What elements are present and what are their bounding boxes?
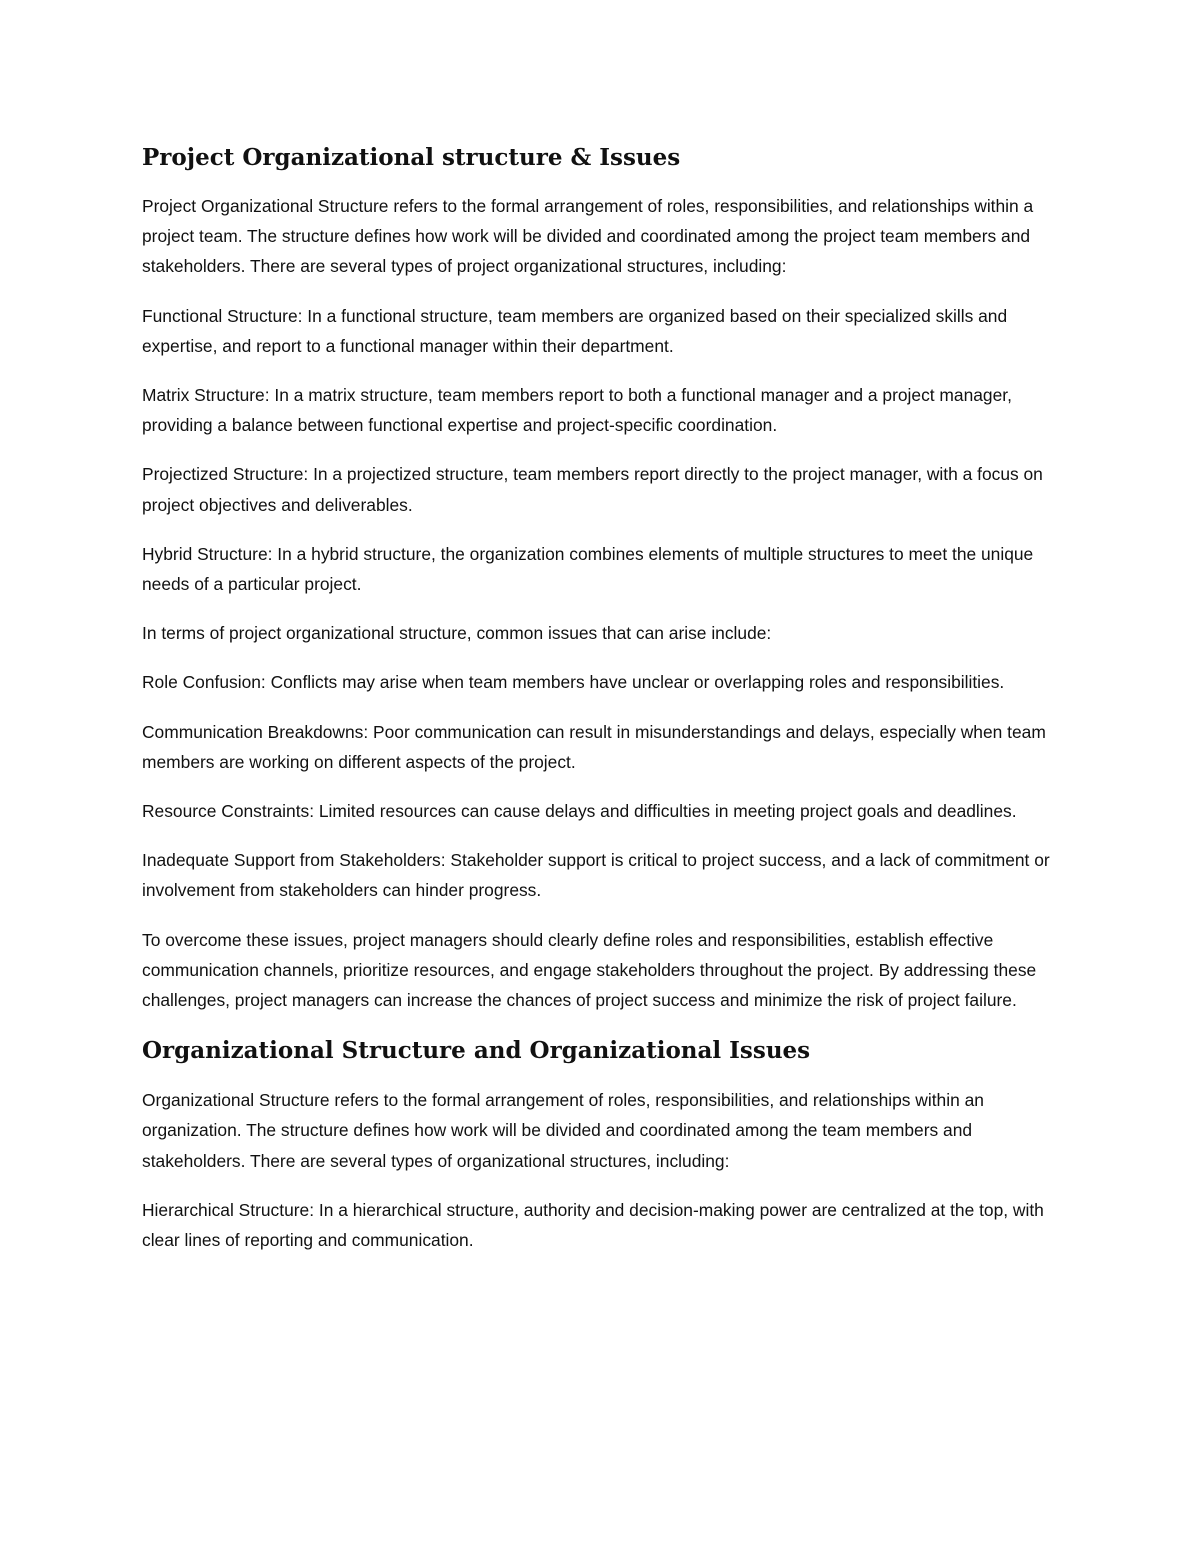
paragraph-resource-constraints: Resource Constraints: Limited resources can cause delays and difficulties in meeting project goals and deadlines. [142, 801, 1017, 822]
paragraph-communication-breakdowns: Communication Breakdowns: Poor communication can result in misunderstandings and delays, especially when team members are working on different aspects of the project. [142, 721, 1046, 772]
paragraph-hybrid-structure: Hybrid Structure: In a hybrid structure, the organization combines elements of multiple structures to meet the unique needs of a particular project. [142, 543, 1034, 595]
paragraph-role-confusion: Role Confusion: Conflicts may arise when team members have unclear or overlapping roles and responsibilities. [142, 672, 1005, 693]
paragraph-projectized-structure: Projectized Structure: In a projectized structure, team members report directly to the project manager, with a focus on project objectives and deliverables. [142, 464, 1043, 515]
paragraph-org-structure-intro: Organizational Structure refers to the formal arrangement of roles, responsibilities, and relationships within an organization. The structure defines how work will be divided and coordinated among the team members and stakeholders. There are several types of organizational structures, including: [142, 1090, 984, 1171]
paragraph-common-issues-intro: In terms of project organizational structure, common issues that can arise include: [142, 623, 772, 644]
paragraph-hierarchical-structure: Hierarchical Structure: In a hierarchical structure, authority and decision-making power are centralized at the top, with clear lines of reporting and communication. [142, 1199, 1044, 1251]
paragraph-matrix-structure: Matrix Structure: In a matrix structure, team members report to both a functional manager and a project manager, providing a balance between functional expertise and project-specific coordination. [142, 385, 1012, 436]
section-1-heading: Project Organizational structure & Issues [142, 144, 681, 171]
paragraph-overcome-issues: To overcome these issues, project managers should clearly define roles and responsibilities, establish effective communication channels, prioritize resources, and engage stakeholders throughout the project. By addressing these challenges, project managers can increase the chances of project success and minimize the risk of project failure. [142, 929, 1037, 1011]
paragraph-functional-structure: Functional Structure: In a functional structure, team members are organized based on their specialized skills and expertise, and report to a functional manager within their department. [142, 305, 1008, 356]
paragraph-inadequate-support: Inadequate Support from Stakeholders: Stakeholder support is critical to project success, and a lack of commitment or involvement from stakeholders can hinder progress. [142, 850, 1050, 901]
section-2-heading: Organizational Structure and Organizational Issues [142, 1037, 811, 1065]
paragraph-intro: Project Organizational Structure refers to the formal arrangement of roles, responsibilities, and relationships within a project team. The structure defines how work will be divided and coordinated among the project team members and stakeholders. There are several types of project organizational structures, including: [142, 196, 1034, 277]
